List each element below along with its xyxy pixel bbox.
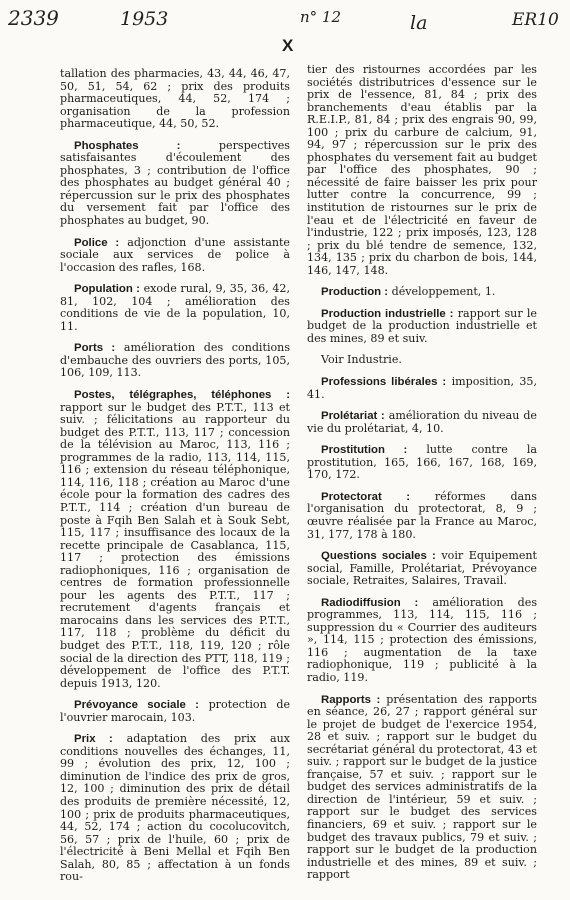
index-text: Voir Industrie.: [321, 353, 402, 367]
index-text: tier des ristournes accordées par les sociétés distributrices d'essence sur le prix de l'essence, 81, 84 ; prix des branchements d'eau établis par la R.E.I.P., 81, 84 ; prix des engrais 90, 99, 100 ; prix du carbure de calcium, 91, 94, 97 ; répercussion sur le prix des phosphates du versement fait au budget par l'office des phosphates, 90 ; nécessité de faire baisser les prix pour lutter contre la concurrence, 99 ; institution de ristournes sur le prix de l'eau et de l'électricité en faveur de l'industrie, 122 ; prix imposés, 123, 128 ; prix du blé tendre de semence, 132, 134, 135 ; prix du charbon de bois, 144, 146, 147, 148.: [307, 63, 537, 277]
index-term: Postes, télégraphes, téléphones :: [74, 389, 290, 402]
index-term: Radiodiffusion :: [321, 596, 419, 609]
index-text: tallation des pharmacies, 43, 44, 46, 47, 50, 51, 54, 62 ; prix des produits pharmaceutiques, 44, 52, 174 ; organisation de la profession pharmaceutique, 44, 50, 52.: [60, 67, 290, 131]
index-text: réformes dans l'organisation du protectorat, 8, 9 ; œuvre réalisée par la France au Maroc, 31, 177, 178 à 180.: [307, 489, 537, 541]
index-term: Prix :: [74, 733, 113, 746]
handwritten-annotation-la: la: [410, 12, 428, 34]
index-entry: [60, 237, 290, 275]
left-column: [60, 68, 290, 893]
index-text: développement, 1.: [391, 285, 496, 299]
index-term: Police :: [74, 236, 120, 249]
index-term: Questions sociales :: [321, 550, 436, 563]
index-term: Ports :: [74, 342, 116, 355]
index-text: adjonction d'une assistante sociale aux services de police à l'occasion des rafles, 168.: [60, 235, 290, 274]
index-entry: [307, 410, 537, 435]
index-entry: [307, 354, 537, 367]
index-term: Phosphates :: [74, 139, 181, 152]
index-entry: [307, 308, 537, 346]
index-entry: [307, 597, 537, 685]
section-letter: X: [282, 36, 294, 55]
index-text: adaptation des prix aux conditions nouvelles des échanges, 11, 99 ; évolution des prix, 12, 100 ; diminution de l'indice des prix de gros, 12, 100 ; diminution des prix de détail des produits de première nécessité, 12, 100 ; prix de produits pharmaceutiques, 44, 52, 174 ; action du cocolucovitch, 56, 57 ; prix de l'huile, 60 ; prix de l'électricité à Beni Mellal et Fqih Ben Salah, 80, 85 ; affectation à un fonds rou-: [60, 732, 291, 884]
index-text: lutte contre la prostitution, 165, 166, 167, 168, 169, 170, 172.: [307, 443, 537, 482]
index-entry: [307, 550, 537, 588]
handwritten-annotation-number: n° 12: [300, 8, 342, 26]
index-term: Professions libérales :: [321, 376, 447, 389]
index-term: Prolétariat :: [321, 410, 385, 423]
index-text: amélioration des programmes, 113, 114, 115, 116 ; suppression du « Courrier des auditeurs », 114, 115 ; protection des émissions, 116 ; augmentation de la taxe radiophonique, 119 ; publicité à la radio, 119.: [307, 595, 538, 684]
handwritten-annotation-er10: ER10: [512, 10, 559, 30]
index-entry: [307, 491, 537, 541]
index-entry: [307, 444, 537, 482]
index-text: exode rural, 9, 35, 36, 42, 81, 102, 104 ; amélioration des conditions de vie de la population, 10, 11.: [60, 282, 290, 333]
index-text: perspectives satisfaisantes d'écoulement des phosphates, 3 ; contribution de l'office des phosphates au budget général 40 ; répercussion sur le prix des phosphates du versement fait par l'office des phosphates au budget, 90.: [60, 138, 290, 228]
index-entry: [60, 283, 290, 333]
handwritten-annotation-1953: 1953: [120, 8, 169, 30]
index-text: protection de l'ouvrier marocain, 103.: [60, 698, 291, 724]
index-text: voir Equipement social, Famille, Prolétariat, Prévoyance sociale, Retraites, Salaires, Travail.: [307, 549, 538, 588]
index-entry: [60, 140, 290, 228]
index-text: rapport sur le budget des P.T.T., 113 et suiv. ; félicitations au rapporteur du budget des P.T.T., 113, 117 ; concession de la télévision au Maroc, 113, 116 ; programmes de la radio, 113, 114, 115, 116 ; extension du réseau téléphonique, 114, 116, 118 ; création au Maroc d'une école pour la formation des cadres des P.T.T., 114 ; création d'un bureau de poste à Fqih Ben Salah et à Souk Sebt, 115, 117 ; insuffisance des locaux de la recette principale de Casablanca, 115, 117 ; protection des émissions radiophoniques, 116 ; organisation de centres de formation professionnelle pour les agents des P.T.T., 117 ; recrutement d'agents français et marocains dans les services des P.T.T., 117, 118 ; problème du déficit du budget des P.T.T., 118, 119, 120 ; rôle social de la direction des PTT, 118, 119 ; développement de l'office des P.T.T. depuis 1913, 120.: [60, 400, 290, 690]
index-text: amélioration des conditions d'embauche des ouvriers des ports, 105, 106, 109, 113.: [60, 341, 291, 380]
index-entry: [307, 376, 537, 401]
right-column: [307, 64, 537, 891]
index-entry: [307, 286, 537, 299]
index-term: Prévoyance sociale :: [74, 699, 199, 712]
handwritten-annotation-2339: 2339: [8, 6, 59, 30]
index-entry: [307, 64, 537, 277]
index-text: rapport sur le budget de la production industrielle et des mines, 89 et suiv.: [307, 306, 537, 345]
index-term: Population :: [74, 283, 140, 296]
index-term: Protectorat :: [321, 490, 411, 503]
index-entry: [60, 342, 290, 380]
index-entry: [60, 68, 290, 131]
index-entry: [60, 389, 290, 690]
index-entry: [307, 694, 537, 882]
index-term: Production :: [321, 286, 389, 299]
index-text: présentation des rapports en séance, 26, 27 ; rapport général sur le projet de budget de l'exercice 1954, 28 et suiv. ; rapport sur le budget du secrétariat général du protectorat, 43 et suiv. ; rapport sur le budget de la justice française, 57 et suiv. ; rapport sur le budget des services administratifs de la direction de l'intérieur, 59 et suiv. ; rapport sur le budget des services financiers, 69 et suiv. ; rapport sur le budget des travaux publics, 79 et suiv. ; rapport sur le budget de la production industrielle et des mines, 89 et suiv. ; rapport: [307, 692, 537, 882]
index-term: Prostitution :: [321, 444, 408, 457]
index-term: Rapports :: [321, 693, 381, 706]
index-text: imposition, 35, 41.: [307, 375, 537, 401]
index-entry: [60, 733, 290, 884]
index-entry: [60, 699, 290, 724]
index-text: amélioration du niveau de vie du prolétariat, 4, 10.: [307, 409, 537, 435]
index-term: Production industrielle :: [321, 307, 454, 320]
